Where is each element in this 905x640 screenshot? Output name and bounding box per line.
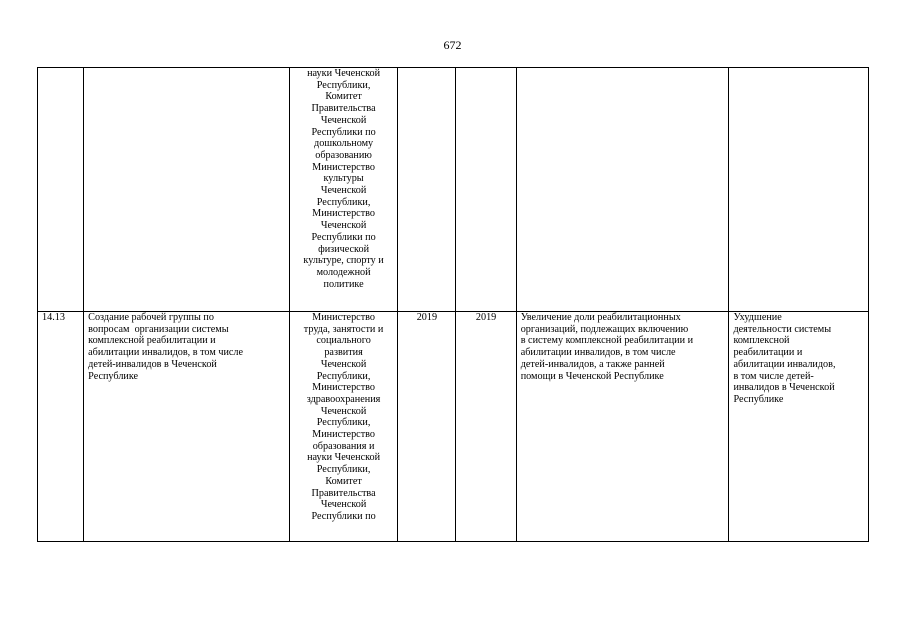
executor-line: Чеченской bbox=[320, 499, 367, 511]
executor-line: Министерство bbox=[312, 208, 375, 220]
name-line: детей-инвалидов в Чеченской bbox=[88, 358, 217, 370]
consequence-line: комплексной bbox=[733, 335, 790, 347]
cell-number-empty bbox=[38, 68, 84, 312]
cell-start-year: 2019 bbox=[398, 312, 456, 542]
executor-line: молодежной bbox=[316, 266, 371, 278]
cell-name-empty bbox=[84, 68, 290, 312]
executor-line: Министерство bbox=[312, 161, 375, 173]
executor-line: Республики по bbox=[311, 510, 376, 522]
cell-executors-continued bbox=[289, 68, 397, 312]
executor-line: Министерство bbox=[312, 312, 375, 323]
consequence-line: деятельности системы bbox=[733, 323, 832, 335]
executor-line: Правительства bbox=[311, 487, 376, 499]
measures-table bbox=[37, 67, 869, 542]
executor-line: Республики, bbox=[316, 79, 371, 91]
consequence-line: реабилитации и bbox=[733, 347, 803, 359]
executor-line: развития bbox=[324, 347, 363, 359]
executor-line: Республики по bbox=[311, 126, 376, 138]
consequence-line: в том числе детей- bbox=[733, 370, 814, 382]
result-line: в систему комплексной реабилитации и bbox=[520, 335, 694, 347]
consequence-line: абилитации инвалидов, bbox=[733, 358, 836, 370]
executor-line: Республики, bbox=[316, 370, 371, 382]
name-line: Республике bbox=[88, 370, 139, 382]
executor-line: физической bbox=[318, 243, 370, 255]
executor-line: Комитет bbox=[325, 475, 362, 487]
cell-result bbox=[516, 312, 729, 542]
page-number: 672 bbox=[443, 38, 462, 52]
consequence-line: инвалидов в Чеченской bbox=[733, 382, 835, 394]
cell-end-year-empty bbox=[456, 68, 516, 312]
executor-line: труда, занятости и bbox=[303, 323, 384, 335]
cell-end-year: 2019 bbox=[456, 312, 516, 542]
executor-line: Правительства bbox=[311, 103, 376, 115]
cell-number: 14.13 bbox=[38, 312, 84, 542]
executor-line: политике bbox=[323, 278, 364, 290]
executor-line: Чеченской bbox=[320, 358, 367, 370]
executor-line: Республики, bbox=[316, 417, 371, 429]
executor-line: культуры bbox=[323, 173, 364, 185]
consequence-line: Ухудшение bbox=[733, 312, 782, 323]
executor-line: науки Чеченской bbox=[307, 68, 381, 79]
cell-start-year-empty bbox=[398, 68, 456, 312]
cell-consequence bbox=[729, 312, 869, 542]
executor-line: культуре, спорту и bbox=[303, 255, 384, 267]
executor-line: Комитет bbox=[325, 91, 362, 103]
result-line: детей-инвалидов, а также ранней bbox=[520, 358, 665, 370]
name-line: абилитации инвалидов, в том числе bbox=[88, 347, 244, 359]
executor-line: здравоохранения bbox=[306, 393, 381, 405]
table-row-14-13 bbox=[38, 312, 869, 542]
executor-line: науки Чеченской bbox=[307, 452, 381, 464]
result-line: помощи в Чеченской Республике bbox=[520, 370, 664, 382]
executor-line: Министерство bbox=[312, 382, 375, 394]
executor-line: образованию bbox=[315, 149, 372, 161]
executor-line: Республики, bbox=[316, 464, 371, 476]
result-line: организаций, подлежащих включению bbox=[520, 323, 689, 335]
cell-executors bbox=[289, 312, 397, 542]
name-line: вопросам организации системы bbox=[88, 323, 229, 335]
name-line: комплексной реабилитации и bbox=[88, 335, 216, 347]
executor-line: Чеченской bbox=[320, 405, 367, 417]
executor-line: Республики, bbox=[316, 196, 371, 208]
result-line: абилитации инвалидов, в том числе bbox=[520, 347, 676, 359]
cell-name bbox=[84, 312, 290, 542]
executor-line: образования и bbox=[312, 440, 375, 452]
cell-consequence-empty bbox=[729, 68, 869, 312]
name-line: Создание рабочей группы по bbox=[88, 312, 214, 323]
executor-line: социального bbox=[316, 335, 371, 347]
executor-line: Республики по bbox=[311, 231, 376, 243]
result-line: Увеличение доли реабилитационных bbox=[520, 312, 681, 323]
executor-line: Чеченской bbox=[320, 185, 367, 197]
cell-result-empty bbox=[516, 68, 729, 312]
executor-line: Чеченской bbox=[320, 114, 367, 126]
table-row-continued bbox=[38, 68, 869, 312]
consequence-line: Республике bbox=[733, 393, 784, 405]
executor-line: Чеченской bbox=[320, 220, 367, 232]
executor-line: дошкольному bbox=[314, 138, 374, 150]
executor-line: Министерство bbox=[312, 429, 375, 441]
